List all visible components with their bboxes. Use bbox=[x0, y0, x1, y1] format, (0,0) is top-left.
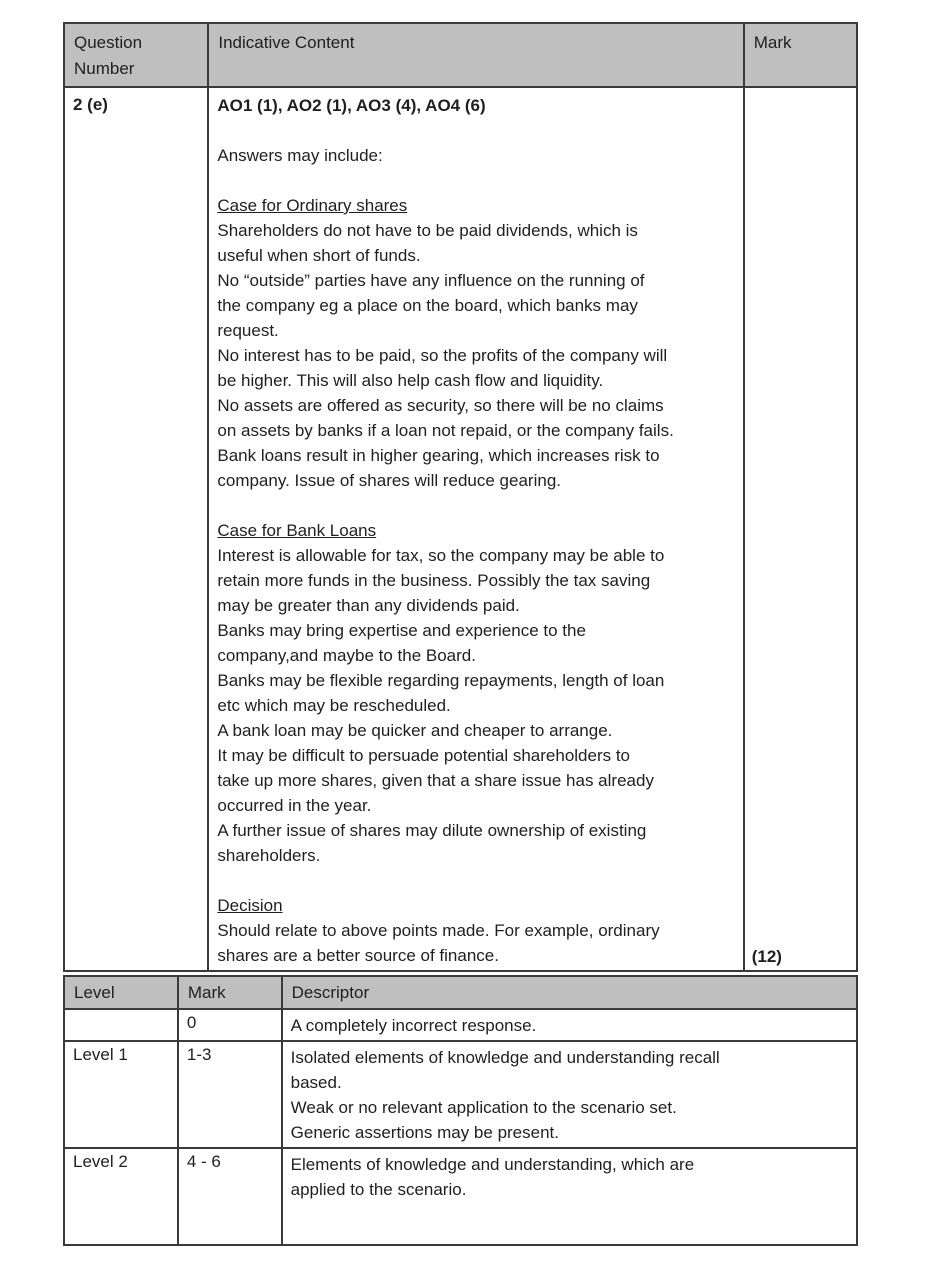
level-cell: Level 1 bbox=[64, 1041, 178, 1148]
table2-header-level: Level bbox=[64, 976, 178, 1009]
content-line: occurred in the year. bbox=[217, 796, 372, 815]
content-line: Generic assertions may be present. bbox=[290, 1123, 559, 1142]
content-line: shares are a better source of finance. bbox=[217, 946, 499, 965]
level-row bbox=[64, 1148, 857, 1245]
content-line: Answers may include: bbox=[217, 146, 383, 165]
question-row bbox=[64, 87, 857, 971]
content-line: No interest has to be paid, so the profits of the company will bbox=[217, 346, 668, 365]
content-line: Banks may bring expertise and experience to the bbox=[217, 621, 586, 640]
blank-line bbox=[217, 493, 734, 518]
content-line: Bank loans result in higher gearing, which increases risk to bbox=[217, 446, 660, 465]
content-line: Case for Ordinary shares bbox=[217, 196, 408, 215]
content-line: Shareholders do not have to be paid dividends, which is bbox=[217, 221, 638, 240]
table2-header-descriptor: Descriptor bbox=[282, 976, 857, 1009]
indicative-content-cell bbox=[208, 87, 743, 971]
question-number-cell: 2 (e) bbox=[64, 87, 208, 971]
content-line: Isolated elements of knowledge and understanding recall bbox=[290, 1048, 720, 1067]
content-line: etc which may be rescheduled. bbox=[217, 696, 451, 715]
content-line: Case for Bank Loans bbox=[217, 521, 377, 540]
table1-header-row bbox=[64, 23, 857, 87]
content-line: company,and maybe to the Board. bbox=[217, 646, 476, 665]
content-line: retain more funds in the business. Possibly the tax saving bbox=[217, 571, 651, 590]
content-line: It may be difficult to persuade potential shareholders to bbox=[217, 746, 631, 765]
level-row bbox=[64, 1041, 857, 1148]
level-descriptor-cell bbox=[282, 1148, 857, 1245]
content-line: be higher. This will also help cash flow and liquidity. bbox=[217, 371, 604, 390]
level-mark-cell: 1-3 bbox=[178, 1041, 282, 1148]
content-line: company. Issue of shares will reduce gearing. bbox=[217, 471, 561, 490]
content-line: may be greater than any dividends paid. bbox=[217, 596, 520, 615]
table1-header-indicative-content: Indicative Content bbox=[208, 23, 743, 87]
content-line: take up more shares, given that a share issue has already bbox=[217, 771, 654, 790]
content-line: on assets by banks if a loan not repaid, or the company fails. bbox=[217, 421, 674, 440]
table1-header-mark: Mark bbox=[744, 23, 857, 87]
content-line: Interest is allowable for tax, so the company may be able to bbox=[217, 546, 665, 565]
level-descriptor-table bbox=[63, 975, 858, 1246]
content-line: Should relate to above points made. For example, ordinary bbox=[217, 921, 660, 940]
content-line: Banks may be flexible regarding repayments, length of loan bbox=[217, 671, 665, 690]
content-line: request. bbox=[217, 321, 279, 340]
content-line: shareholders. bbox=[217, 846, 321, 865]
blank-line bbox=[217, 118, 734, 143]
level-mark-cell: 4 - 6 bbox=[178, 1148, 282, 1245]
content-line: A further issue of shares may dilute ownership of existing bbox=[217, 821, 647, 840]
content-line: the company eg a place on the board, which banks may bbox=[217, 296, 638, 315]
content-line: A completely incorrect response. bbox=[290, 1016, 537, 1035]
level-cell: Level 2 bbox=[64, 1148, 178, 1245]
table2-header-mark: Mark bbox=[178, 976, 282, 1009]
level-row bbox=[64, 1009, 857, 1041]
content-line: Elements of knowledge and understanding, which are bbox=[290, 1155, 695, 1174]
mark-cell bbox=[744, 87, 857, 971]
level-descriptor-cell bbox=[282, 1041, 857, 1148]
blank-line bbox=[217, 168, 734, 193]
content-line: A bank loan may be quicker and cheaper to arrange. bbox=[217, 721, 613, 740]
content-line: useful when short of funds. bbox=[217, 246, 421, 265]
content-line: applied to the scenario. bbox=[290, 1180, 467, 1199]
table2-header-row bbox=[64, 976, 857, 1009]
mark-value: (12) bbox=[751, 947, 782, 966]
content-line: No assets are offered as security, so there will be no claims bbox=[217, 396, 664, 415]
indicative-content-table bbox=[63, 22, 858, 972]
blank-line bbox=[217, 868, 734, 893]
level-mark-cell: 0 bbox=[178, 1009, 282, 1041]
content-line: AO1 (1), AO2 (1), AO3 (4), AO4 (6) bbox=[217, 96, 486, 115]
content-line: Decision bbox=[217, 896, 283, 915]
level-cell bbox=[64, 1009, 178, 1041]
level-descriptor-cell bbox=[282, 1009, 857, 1041]
content-line: based. bbox=[290, 1073, 342, 1092]
content-line: Weak or no relevant application to the scenario set. bbox=[290, 1098, 677, 1117]
content-line: No “outside” parties have any influence on the running of bbox=[217, 271, 645, 290]
table1-header-question-number: Question Number bbox=[64, 23, 208, 87]
